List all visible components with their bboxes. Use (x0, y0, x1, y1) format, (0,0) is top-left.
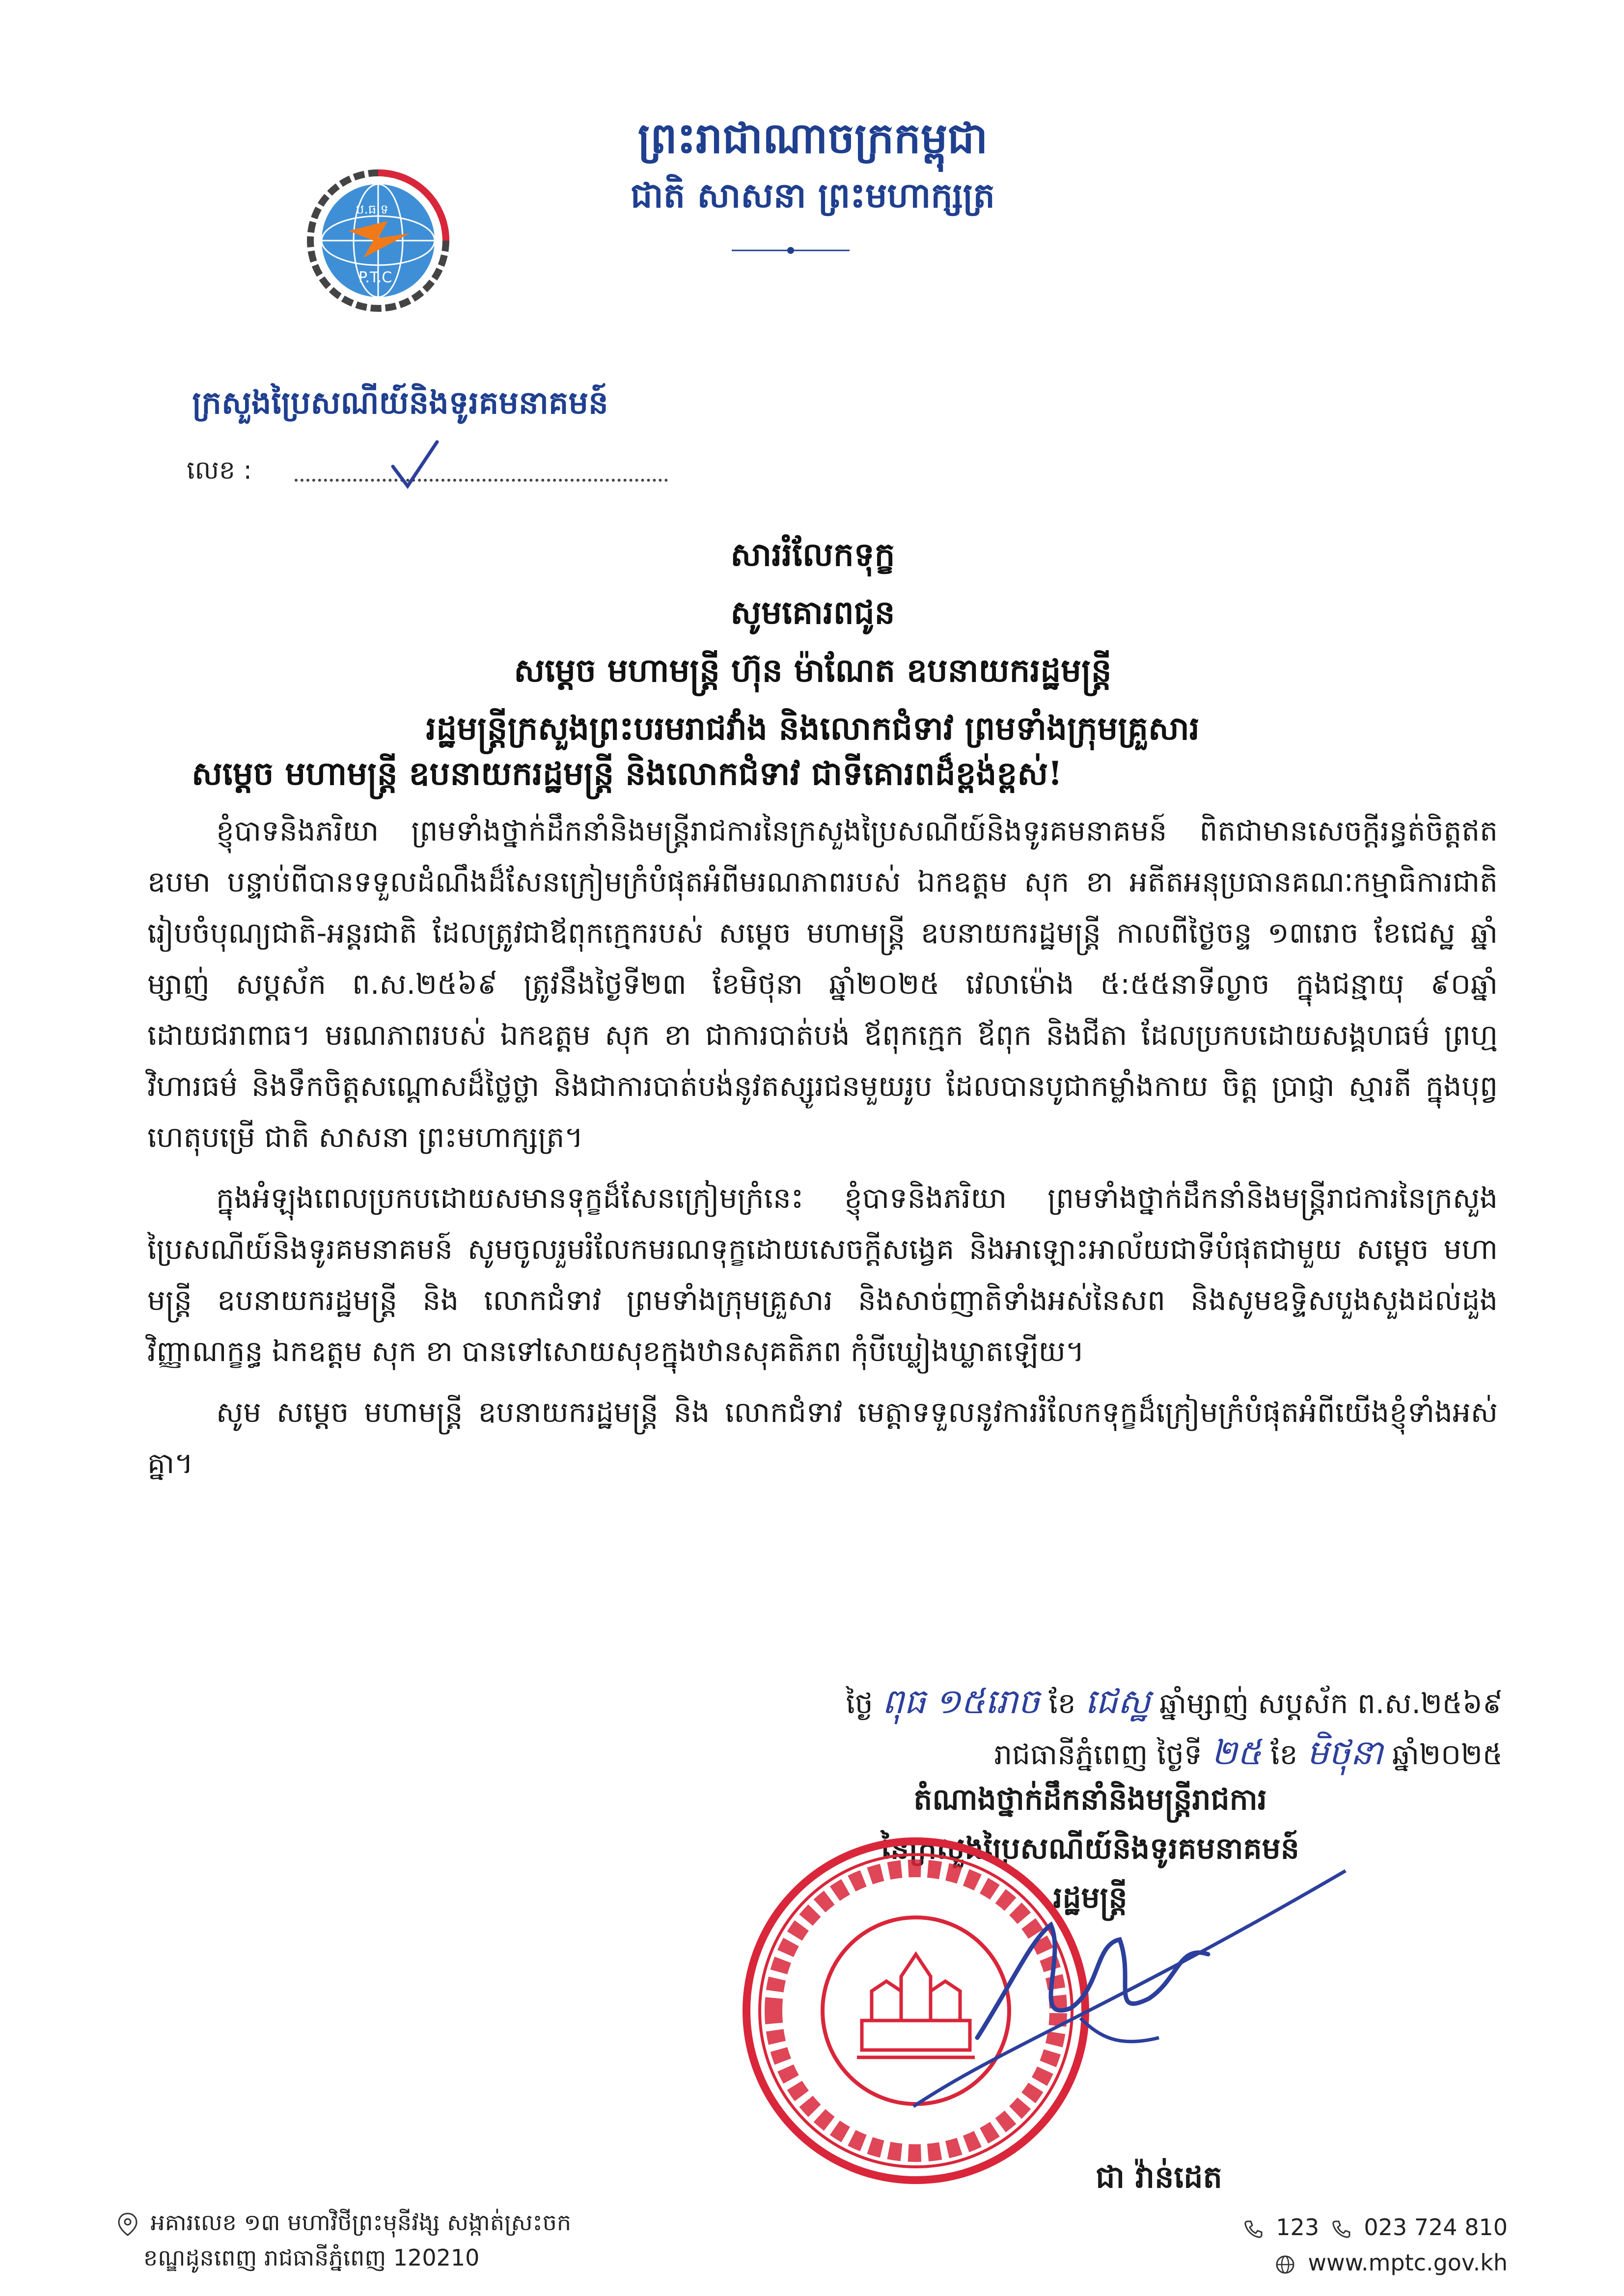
solar-year: ឆ្នាំ២០២៥ (1392, 1738, 1503, 1771)
website-link[interactable]: www.mptc.gov.kh (1308, 2249, 1508, 2276)
solar-month-handwritten: មិថុនា (1306, 1732, 1383, 1773)
phone-link[interactable]: 023 724 810 (1364, 2214, 1508, 2241)
body-paragraph-3: សូម សម្តេច មហាមន្ត្រី ឧបនាយករដ្ឋមន្ត្រី និង លោកជំទាវ មេត្តាទទួលនូវការរំលែកទុក្ខដ៏ក្រៀមក្រំបំផុតអំពីយើងខ្ញុំទាំងអស់គ្នា។ (147, 1395, 1498, 1480)
letter-title: សាររំលែកទុក្ខ (730, 535, 895, 574)
solar-day-handwritten: ២៥ (1211, 1732, 1262, 1773)
ministry-logo (304, 167, 452, 314)
kingdom-title: ព្រះរាជាណាចក្រកម្ពុជា (637, 113, 988, 163)
address-line-2: ខណ្ឌដូនពេញ រាជធានីភ្នំពេញ 120210 (143, 2244, 480, 2271)
body-paragraph-2: ក្នុងអំឡុងពេលប្រកបដោយសមានទុក្ខដ៏សែនក្រៀមក្រំនេះ ខ្ញុំបាទនិងភរិយា ព្រមទាំងថ្នាក់ដឹកនាំនិងមន្ត្រីរាជការនៃក្រសួងប្រៃសណីយ៍និងទូរគមនាគមន៍ សូមចូលរួមរំលែកមរណទុក្ខដោយសេចក្តីសង្វេគ និងអាឡោះអាល័យជាទីបំផុតជាមួយ សម្តេច មហាមន្ត្រី ឧបនាយករដ្ឋមន្ត្រី និង លោកជំទាវ ព្រមទាំងក្រុមគ្រួសារ និងសាច់ញាតិទាំងអស់នៃសព និងសូមឧទ្ទិសបួងសួងដល់ដួងវិញ្ញាណក្ខន្ធ ឯកឧត្តម សុក ខា បានទៅសោយសុខក្នុងឋានសុគតិភព កុំបីឃ្លៀងឃ្លាតឡើយ។ (147, 1181, 1498, 1368)
date-block (604, 1677, 1503, 1779)
signature-title-line-2: នៃក្រសួងប្រៃសណីយ៍និងទូរគមនាគមន៍ (881, 1831, 1299, 1866)
header-ornament (732, 243, 850, 258)
lunar-date-handwritten: ១៥រោច (935, 1681, 1040, 1722)
letter-body (147, 805, 1498, 1499)
ministry-name: ក្រសួងប្រៃសណីយ៍និងទូរគមនាគមន៍ (192, 384, 608, 421)
lunar-year: ឆ្នាំម្សាញ់ សប្តស័ក ព.ស.២៥៦៩ (1159, 1687, 1503, 1720)
phone-short-link[interactable]: 123 (1276, 2214, 1320, 2241)
logo-text-bottom: P.T.C (358, 269, 392, 286)
body-paragraph-1: ខ្ញុំបាទនិងភរិយា ព្រមទាំងថ្នាក់ដឹកនាំនិងមន្ត្រីរាជការនៃក្រសួងប្រៃសណីយ៍និងទូរគមនាគមន៍ ពិតជាមានសេចក្តីរន្ធត់ចិត្តឥតឧបមា បន្ទាប់ពីបានទទួលដំណឹងដ៏សែនក្រៀមក្រំបំផុតអំពីមរណភាពរបស់ ឯកឧត្តម សុក ខា អតីតអនុប្រធានគណៈកម្មាធិការជាតិរៀបចំបុណ្យជាតិ-អន្តរជាតិ ដែលត្រូវជាឪពុកក្មេករបស់ សម្តេច មហាមន្ត្រី ឧបនាយករដ្ឋមន្ត្រី កាលពីថ្ងៃចន្ទ ១៣រោច ខែជេស្ឋ ឆ្នាំម្សាញ់ សប្តស័ក ព.ស.២៥៦៩ ត្រូវនឹងថ្ងៃទី២៣ ខែមិថុនា ឆ្នាំ២០២៥ វេលាម៉ោង ៥:៥៥នាទីល្ងាច ក្នុងជន្មាយុ ៩០ឆ្នាំ ដោយជរាពាធ។ មរណភាពរបស់ ឯកឧត្តម សុក ខា ជាការបាត់បង់ ឪពុកក្មេក ឪពុក និងជីតា ដែលប្រកបដោយសង្គហធម៌ ព្រហ្មវិហារធម៌ និងទឹកចិត្តសណ្តោសដ៏ថ្លៃថ្លា និងជាការបាត់បង់នូវតស្សូរជនមួយរូប ដែលបានបូជាកម្លាំងកាយ ចិត្ត ប្រាជ្ញា ស្មារតី ក្នុងបុព្វហេតុបម្រើ ជាតិ សាសនា ព្រះមហាក្សត្រ។ (147, 814, 1498, 1154)
signature-title-line-3: រដ្ឋមន្ត្រី (1053, 1881, 1128, 1915)
reference-label: លេខ : (187, 456, 252, 485)
recipient-line-2: រដ្ឋមន្ត្រីក្រសួងព្រះបរមរាជវាំង និងលោកជំទាវ ព្រមទាំងក្រុមគ្រួសារ (426, 709, 1200, 747)
location-pin-icon (118, 2213, 138, 2236)
address-line-1: អគារលេខ ១៣ មហាវិថីព្រះមុនីវង្ស សង្កាត់ស្រះចក (150, 2209, 572, 2236)
reference-number-line (187, 454, 678, 489)
footer-address (118, 2205, 854, 2275)
signer-name: ជា វ៉ាន់ដេត (1096, 2159, 1222, 2195)
solar-date-line (604, 1728, 1503, 1779)
lunar-date-line (604, 1677, 1503, 1728)
globe-icon (1275, 2255, 1295, 2274)
salutation: សម្តេច មហាមន្ត្រី ឧបនាយករដ្ឋមន្ត្រី និងលោកជំទាវ ជាទីគោរពដ៏ខ្ពង់ខ្ពស់! (192, 754, 1063, 793)
signature-title-line-1: តំណាងថ្នាក់ដឹកនាំនិងមន្ត្រីរាជការ (913, 1782, 1267, 1817)
recipient-line-1: សម្តេច មហាមន្ត្រី ហ៊ុន ម៉ាណែត ឧបនាយករដ្ឋមន្ត្រី (514, 651, 1112, 689)
checkmark-icon (388, 439, 442, 493)
handwritten-signature (904, 1861, 1355, 2116)
solar-month-label: ខែ (1270, 1738, 1298, 1771)
national-motto: ជាតិ សាសនា ព្រះមហាក្សត្រ (631, 175, 995, 216)
phone-icon (1243, 2219, 1263, 2239)
lunar-day-handwritten: ពុធ (882, 1681, 926, 1722)
phone-icon (1331, 2219, 1351, 2239)
logo-text-top: ប.ធ.ទ (356, 202, 389, 217)
respectfully-to: សូមគោរពជូន (730, 593, 895, 631)
lunar-month-label: ខែ (1048, 1687, 1076, 1720)
lunar-prefix: ថ្ងៃ (846, 1687, 873, 1720)
footer-contact (1188, 2210, 1508, 2280)
solar-prefix: រាជធានីភ្នំពេញ ថ្ងៃទី (994, 1738, 1202, 1771)
reference-dotted-line (295, 479, 668, 482)
lunar-month-handwritten: ជេស្ឋ (1085, 1681, 1151, 1722)
letter-title-block (138, 525, 1488, 757)
